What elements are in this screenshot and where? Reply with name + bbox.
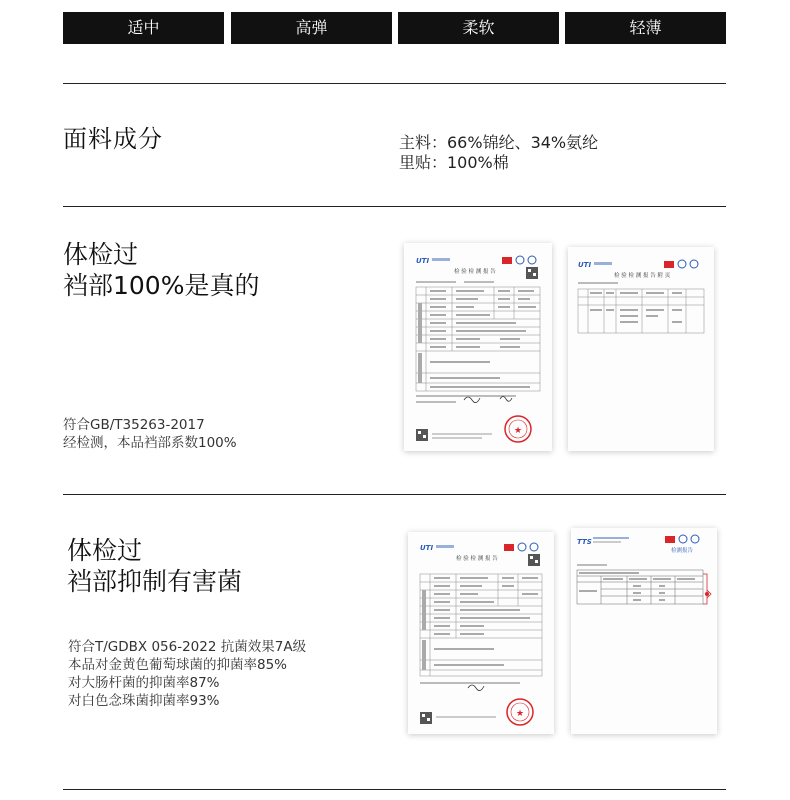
report-title: 检 验 检 测 报 告 附 页 (614, 273, 671, 279)
svg-text:★: ★ (514, 426, 523, 436)
uti-logo-icon: UTI (416, 257, 430, 265)
tag-moderate: 适中 (63, 12, 224, 44)
svg-text:★: ★ (516, 709, 525, 719)
attribute-tags (63, 12, 727, 44)
uti-logo-icon: UTI (578, 261, 592, 269)
divider (63, 83, 726, 84)
report-title: 检测报告 (671, 548, 694, 554)
divider (63, 206, 726, 207)
section-note-line4: 对白色念珠菌抑菌率93% (68, 693, 220, 709)
section-note-line2: 本品对金黄色葡萄球菌的抑菌率85% (68, 657, 288, 673)
tts-logo-icon: TTS (577, 538, 592, 546)
divider (63, 494, 726, 495)
svg-text:检 验 检 测 报 告: 检 验 检 测 报 告 (456, 556, 498, 562)
uti-logo-icon: UTI (420, 544, 434, 552)
section-note-line1: 符合T/GDBX 056-2022 抗菌效果7A级 (68, 639, 307, 655)
fabric-main: 主料：66%锦纶、34%氨纶 (399, 133, 599, 152)
section-title-line1: 体检过 (67, 536, 143, 565)
section-note-line2: 经检测，本品裆部系数100% (63, 435, 237, 451)
tag-high-elastic: 高弹 (231, 12, 392, 44)
antibacterial-report-cover-image (408, 532, 554, 734)
section-title-line2: 裆部抑制有害菌 (67, 567, 243, 596)
section-title-line1: 体检过 (63, 240, 139, 269)
test-report-attached-page-image (568, 247, 714, 451)
antibacterial-results-page-image (571, 528, 717, 734)
test-report-cover-image (404, 243, 552, 451)
fabric-lining: 里贴：100%棉 (399, 153, 509, 172)
report-title: 检 验 检 测 报 告 (454, 269, 496, 275)
section-note-line1: 符合GB/T35263-2017 (63, 417, 205, 433)
tag-soft: 柔软 (398, 12, 559, 44)
tag-thin: 轻薄 (565, 12, 726, 44)
section-title-line2: 裆部100%是真的 (63, 271, 260, 300)
section-note-line3: 对大肠杆菌的抑菌率87% (68, 675, 220, 691)
cropped-header-text (62, 0, 726, 6)
divider (63, 789, 726, 790)
fabric-title: 面料成分 (63, 125, 163, 153)
